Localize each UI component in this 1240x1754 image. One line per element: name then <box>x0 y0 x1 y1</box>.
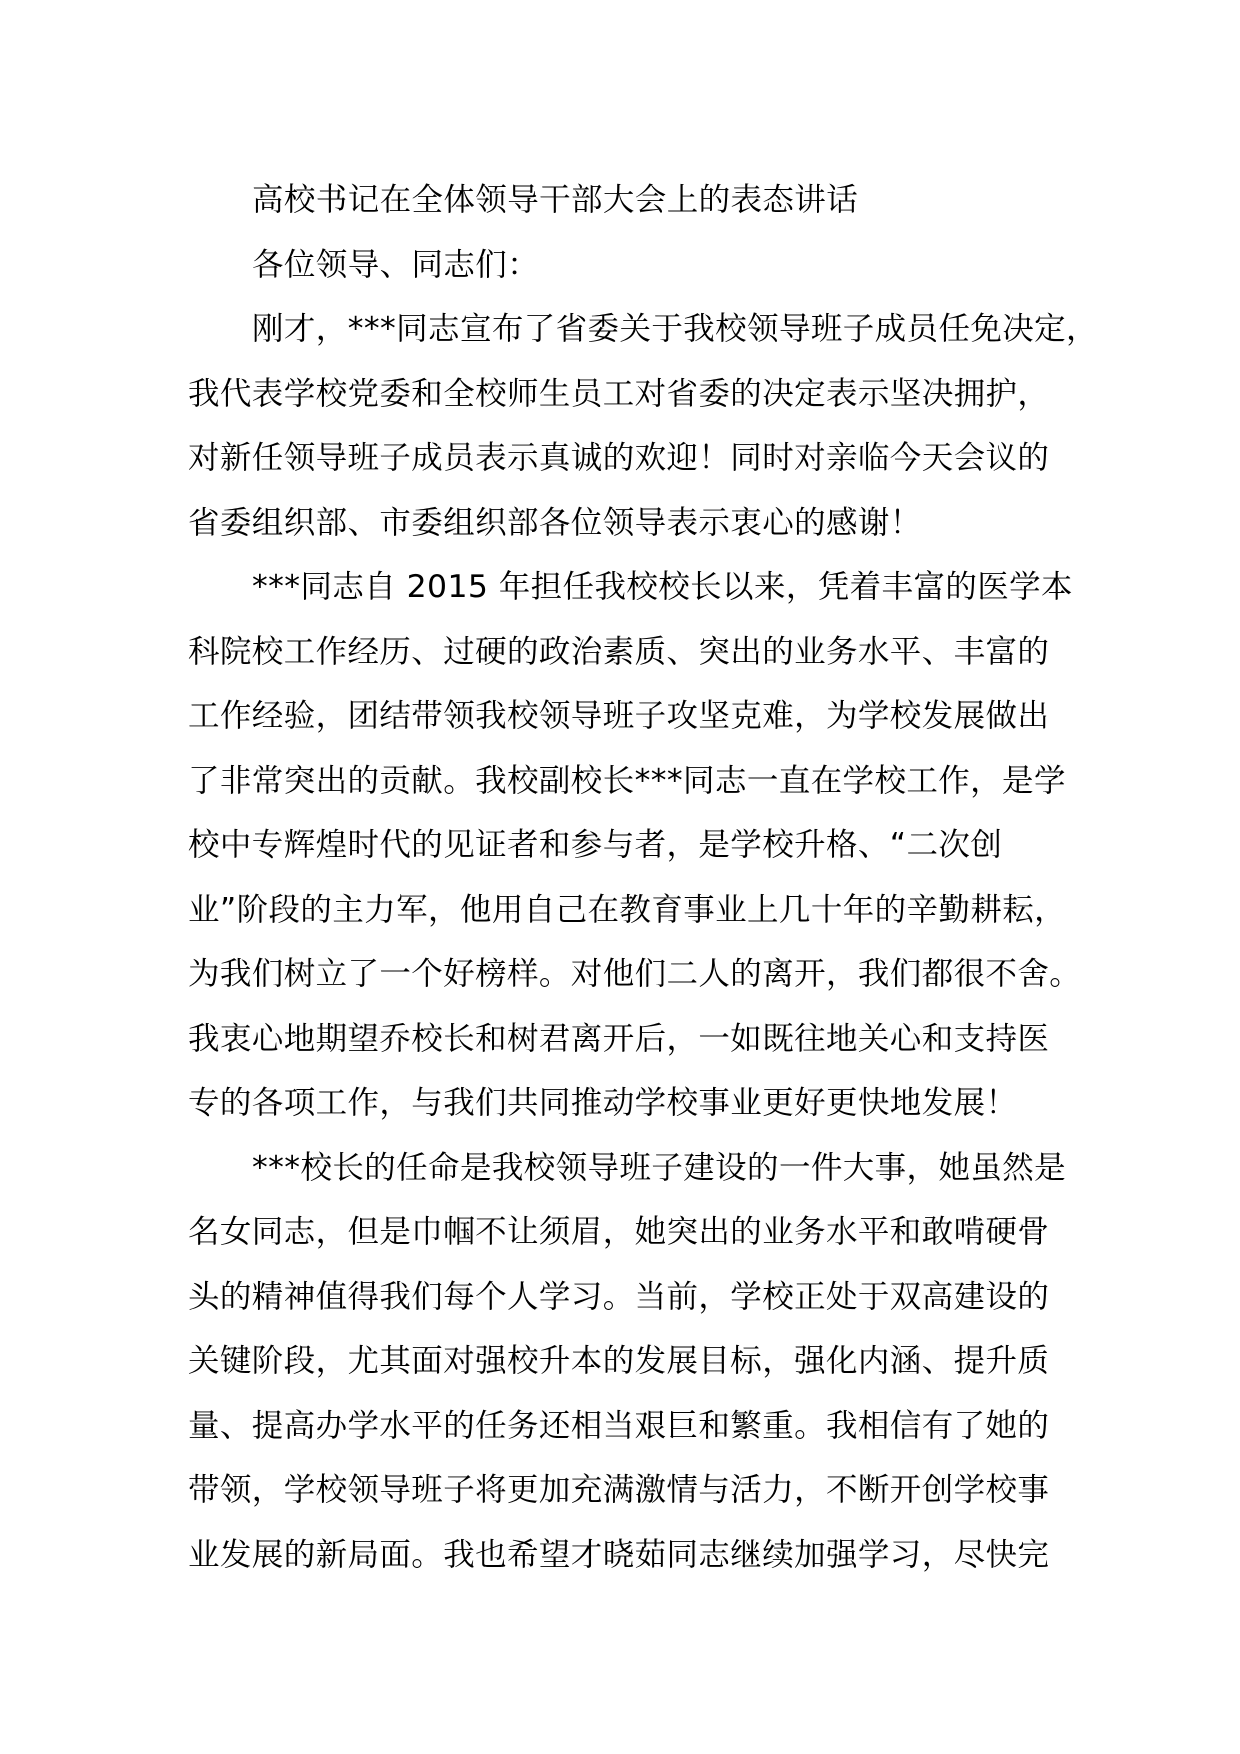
paragraph-2 <box>188 555 1088 1136</box>
paragraph-line: 省委组织部、市委组织部各位领导表示衷心的感谢！ <box>188 504 922 541</box>
document-title: 高校书记在全体领导干部大会上的表态讲话 <box>252 182 859 218</box>
paragraph-line: 校中专辉煌时代的见证者和参与者，是学校升格、“二次创 <box>188 827 1003 863</box>
paragraph-3 <box>188 1136 1088 1588</box>
paragraph-line: 量、提高办学水平的任务还相当艰巨和繁重。我相信有了她的 <box>188 1407 1050 1444</box>
paragraph-line: 带领，学校领导班子将更加充满激情与活力，不断开创学校事 <box>188 1472 1050 1508</box>
paragraph-line: 头的精神值得我们每个人学习。当前，学校正处于双高建设的 <box>188 1278 1050 1315</box>
salutation: 各位领导、同志们： <box>252 246 540 283</box>
paragraph-line: 为我们树立了一个好榜样。对他们二人的离开，我们都很不舍。 <box>188 956 1082 992</box>
paragraph-1 <box>188 297 1098 555</box>
document-body <box>188 168 1098 1587</box>
paragraph-line: 业”阶段的主力军，他用自己在教育事业上几十年的辛勤耕耘， <box>188 891 1067 928</box>
paragraph-line: 工作经验，团结带领我校领导班子攻坚克难，为学校发展做出 <box>188 698 1050 734</box>
paragraph-line: 我代表学校党委和全校师生员工对省委的决定表示坚决拥护， <box>188 375 1050 412</box>
paragraph-line: 科院校工作经历、过硬的政治素质、突出的业务水平、丰富的 <box>188 633 1050 670</box>
paragraph-line: 刚才，***同志宣布了省委关于我校领导班子成员任免决定， <box>252 311 1098 347</box>
paragraph-line: ***同志自 2015 年担任我校校长以来，凭着丰富的医学本 <box>252 569 1073 605</box>
paragraph-line: 对新任领导班子成员表示真诚的欢迎！同时对亲临今天会议的 <box>188 440 1050 476</box>
paragraph-line: 专的各项工作，与我们共同推动学校事业更好更快地发展！ <box>188 1085 1018 1121</box>
paragraph-line: 我衷心地期望乔校长和树君离开后，一如既往地关心和支持医 <box>188 1020 1050 1057</box>
paragraph-line: 关键阶段，尤其面对强校升本的发展目标，强化内涵、提升质 <box>188 1343 1050 1379</box>
paragraph-line: 了非常突出的贡献。我校副校长***同志一直在学校工作，是学 <box>188 762 1066 799</box>
paragraph-line: 业发展的新局面。我也希望才晓茹同志继续加强学习，尽快完 <box>188 1536 1050 1573</box>
paragraph-line: 名女同志，但是巾帼不让须眉，她突出的业务水平和敢啃硬骨 <box>188 1214 1050 1250</box>
paragraph-line: ***校长的任命是我校领导班子建设的一件大事，她虽然是 <box>252 1149 1067 1186</box>
